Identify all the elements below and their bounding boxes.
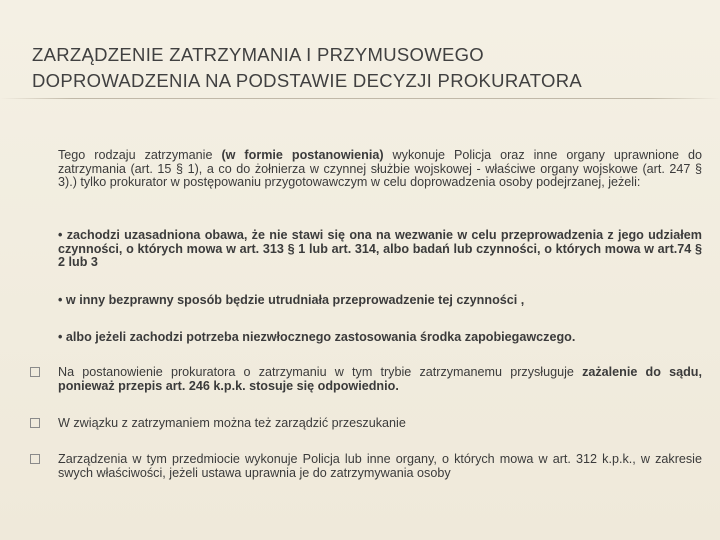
condition-2: • w inny bezprawny sposób będzie utrudniała przeprowadzenie tej czynności , xyxy=(58,293,525,307)
title-divider xyxy=(0,98,720,99)
condition-1: • zachodzi uzasadniona obawa, że nie stawi się ona na wezwanie w celu przeprowadzenia z jego udziałem czynności, o których mowa w art. 313 § 1 lub art. 314, albo badań lub czynności, o których mowa w art.74 § 2 lub 3 xyxy=(58,228,702,269)
intro-text-1: Tego rodzaju zatrzymanie xyxy=(58,148,222,162)
condition-3: • albo jeżeli zachodzi potrzeba niezwłocznego zastosowania środka zapobiegawczego. xyxy=(58,330,576,344)
slide-title-line-1: ZARZĄDZENIE ZATRZYMANIA I PRZYMUSOWEGO xyxy=(32,44,484,65)
slide-title xyxy=(32,42,692,94)
slide-title-line-2: DOPROWADZENIA NA PODSTAWIE DECYZJI PROKURATORA xyxy=(32,70,583,91)
intro-paragraph xyxy=(58,149,702,190)
bullet-box-2 xyxy=(30,418,40,428)
bullet-paragraph-1 xyxy=(58,366,702,393)
bullet-paragraph-3: Zarządzenia w tym przedmiocie wykonuje Policja lub inne organy, o których mowa w art. 312 k.p.k., w zakresie swych właściwości, jeżeli ustawa uprawnia je do zatrzymywania osoby xyxy=(58,452,702,480)
intro-text-2: wykonuje Policja oraz inne organy uprawnione do zatrzymania (art. 15 § 1), a co do żołnierza w czynnej służbie wojskowej - właściwe organy wojskowe (art. 247 § 3).) tylko prokurator w postępowaniu przygotowawczym w celu doprowadzenia osoby podejrzanej, jeżeli: xyxy=(58,148,702,189)
bullet-paragraph-2: W związku z zatrzymaniem można też zarządzić przeszukanie xyxy=(58,416,406,430)
bullet-box-1 xyxy=(30,367,40,377)
bullet-box-3 xyxy=(30,454,40,464)
bullet-1-bold: zażalenie do sądu, ponieważ przepis art. 246 k.p.k. stosuje się odpowiednio. xyxy=(58,365,702,393)
bullet-1-text: Na postanowienie prokuratora o zatrzymaniu w tym trybie zatrzymanemu przysługuje xyxy=(58,365,583,379)
intro-bold: (w formie postanowienia) xyxy=(221,148,384,162)
